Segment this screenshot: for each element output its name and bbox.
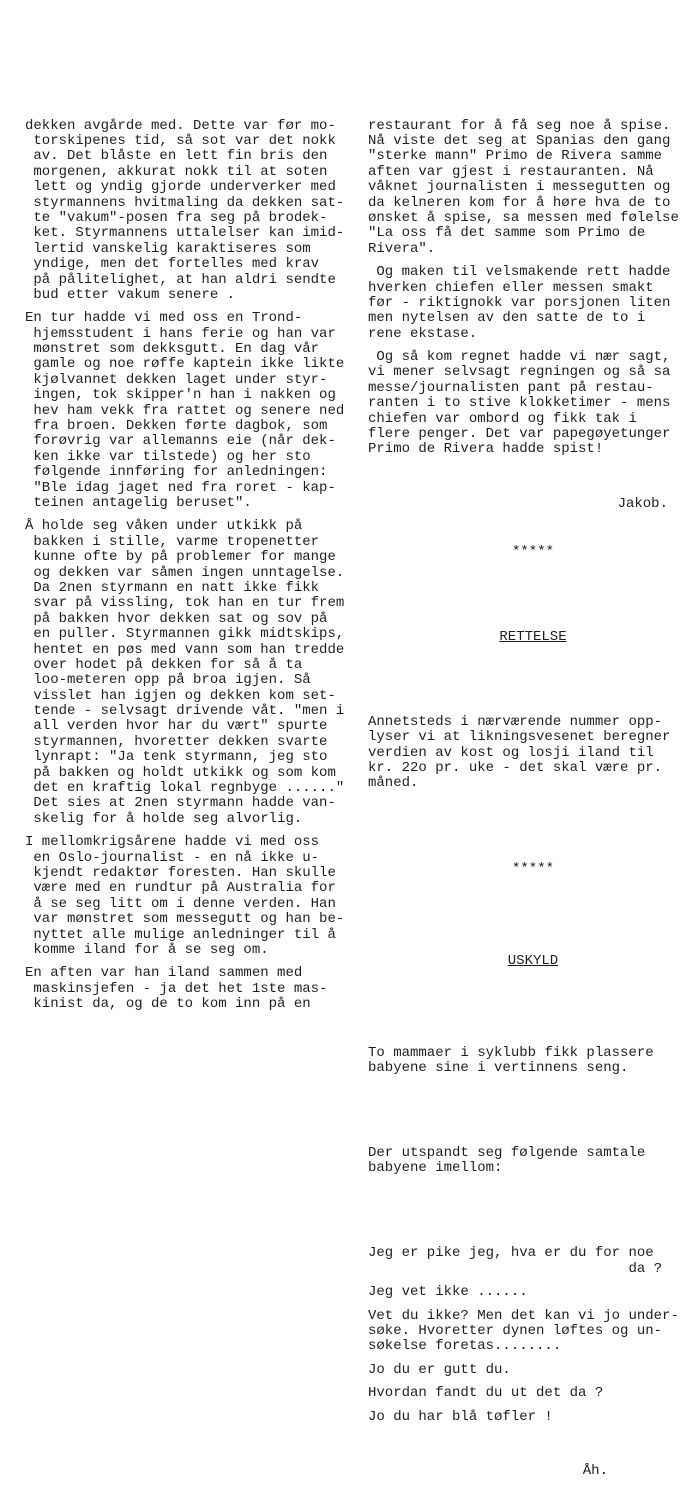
text-line: Der utspandt seg følgende samtale <box>368 1144 646 1161</box>
paragraph <box>25 966 355 1012</box>
text-line: visslet han igjen og dekken kom set- <box>25 687 336 704</box>
text-line: Og så kom regnet hadde vi nær sagt, <box>368 349 671 366</box>
rettelse-text <box>368 715 698 792</box>
text-line: av. Det blåste en lett fin bris den <box>25 148 328 165</box>
text-line: styrmannen, hvoretter dekken svarte <box>25 733 328 750</box>
text-line: da kelneren kom for å høre hva de to <box>368 194 671 211</box>
text-line: chiefen var ombord og fikk tak i <box>368 410 637 427</box>
text-line: våknet journalisten i messegutten og <box>368 179 671 196</box>
paragraph <box>25 835 355 958</box>
text-line: være med en rundtur på Australia for <box>25 880 336 897</box>
text-line: Jeg vet ikke ...... <box>368 1284 528 1301</box>
text-line: morgenen, akkurat nokk til at soten <box>25 163 328 180</box>
dialogue-line <box>368 1246 698 1277</box>
text-line: teinen antagelig beruset". <box>25 495 252 511</box>
text-line: Jeg er pike jeg, hva er du for noe <box>368 1245 654 1262</box>
text-line: var mønstret som messegutt og han be- <box>25 911 345 928</box>
text-line: styrmannens hvitmaling da dekken sat- <box>25 194 345 211</box>
text-line: en puller. Styrmannen gikk midtskips, <box>25 626 345 643</box>
dialogue-line <box>368 1386 698 1401</box>
text-line: Annetsteds i nærværende nummer opp- <box>368 713 663 730</box>
text-line: bakken i stille, varme tropenetter <box>25 533 320 550</box>
text-line: yndige, men det fortelles med krav <box>25 256 320 273</box>
text-line: på bakken hvor dekken sat og sov på <box>25 610 328 627</box>
text-line: kunne ofte by på problemer for mange <box>25 549 336 566</box>
text-line: svar på vissling, tok han en tur frem <box>25 595 345 612</box>
text-line: I mellomkrigsårene hadde vi med oss <box>25 834 320 851</box>
text-line: og dekken var såmen ingen unntagelse. <box>25 564 345 581</box>
text-line: "Ble idag jaget ned fra roret - kap- <box>25 479 336 496</box>
text-line: torskipenes tid, så sot var det nokk <box>25 133 336 150</box>
text-line: søkelse foretas........ <box>368 1338 562 1355</box>
text-line: måned. <box>368 775 419 792</box>
text-line: Jo du har blå tøfler ! <box>368 1408 553 1425</box>
paragraph <box>25 119 355 304</box>
text-line: maskinsjefen - ja det het 1ste mas- <box>25 980 328 997</box>
text-line: kinist da, og de to kom inn på en <box>25 996 311 1013</box>
text-line: på pålitelighet, at han aldri sendte <box>25 271 336 288</box>
separator-stars-2: ***** <box>511 860 554 877</box>
text-line: lett og yndig gjorde underverker med <box>25 179 336 196</box>
text-line: nyttet alle mulige anledninger til å <box>25 926 336 943</box>
text-line: ingen, tok skipper'n han i nakken og <box>25 387 336 404</box>
text-line: bud etter vakum senere . <box>25 286 236 303</box>
text-line: å se seg litt om i denne verden. Han <box>25 895 336 912</box>
text-line: lertid vanskelig karaktiseres som <box>25 240 311 257</box>
dialogue-line <box>368 1363 698 1378</box>
heading-uskyld: USKYLD <box>507 952 559 969</box>
text-line: Og maken til velsmakende rett hadde <box>368 264 671 281</box>
paragraph <box>368 119 698 258</box>
text-line: ken ikke var tilstede) og her sto <box>25 448 311 465</box>
text-line: tende - selvsagt drivende våt. "men i <box>25 703 345 720</box>
text-line: loo-meteren opp på broa igjen. Så <box>25 672 311 689</box>
signature-ah: Åh. <box>582 1462 608 1479</box>
text-line: Jo du er gutt du. <box>368 1361 511 1378</box>
text-line: te "vakum"-posen fra seg på brodek- <box>25 209 328 226</box>
text-line: Hvordan fandt du ut det da ? <box>368 1385 604 1402</box>
paragraph <box>368 350 698 458</box>
text-line: fra broen. Dekken førte dagbok, som <box>25 418 328 435</box>
text-line: kjølvannet dekken laget under styr- <box>25 371 328 388</box>
text-line: aften var gjest i restauranten. Nå <box>368 163 654 180</box>
text-line: hjemsstudent i hans ferie og han var <box>25 325 336 342</box>
left-column <box>25 0 355 1028</box>
text-line: søke. Hvoretter dynen løftes og un- <box>368 1322 663 1339</box>
text-line: ket. Styrmannens uttalelser kan imid- <box>25 225 345 242</box>
text-line: ønsket å spise, sa messen med følelse <box>368 209 679 226</box>
text-line: En aften var han iland sammen med <box>25 965 303 982</box>
text-line: To mammaer i syklubb fikk plassere <box>368 1044 654 1061</box>
text-line: messe/journalisten pant på restau- <box>368 379 654 396</box>
left-column-text <box>25 119 355 1013</box>
text-line: over hodet på dekken for så å ta <box>25 656 303 673</box>
text-line: komme iland for å se seg om. <box>25 941 269 958</box>
text-line: kr. 22o pr. uke - det skal være pr. <box>368 760 663 777</box>
text-line: kjendt redaktør foresten. Han skulle <box>25 864 336 881</box>
text-line: gamle og noe røffe kaptein ikke likte <box>25 356 345 373</box>
text-line: Å holde seg våken under utkikk på <box>25 518 303 535</box>
uskyld-intro-2 <box>368 1146 698 1177</box>
uskyld-dialogue <box>368 1246 698 1433</box>
paragraph <box>25 311 355 511</box>
text-line: mønstret som dekksgutt. En dag vår <box>25 341 320 358</box>
text-line: restaurant for å få seg noe å spise. <box>368 117 671 134</box>
text-line: lynrapt: "Ja tenk styrmann, jeg sto <box>25 749 328 766</box>
text-line: Det sies at 2nen styrmann hadde van- <box>25 795 336 812</box>
text-line: hev ham vekk fra rattet og senere ned <box>25 402 345 419</box>
paragraph <box>368 265 698 342</box>
right-column-story <box>368 119 698 466</box>
dialogue-line <box>368 1410 698 1425</box>
text-line: skelig for å holde seg alvorlig. <box>25 810 303 827</box>
text-line: da ? <box>368 1260 663 1277</box>
text-line: før - riktignokk var porsjonen liten <box>368 294 671 311</box>
text-line: på bakken og holdt utkikk og som kom <box>25 764 336 781</box>
heading-rettelse: RETTELSE <box>499 628 567 645</box>
text-line: Rivera". <box>368 240 436 257</box>
text-line: vi mener selvsagt regningen og så sa <box>368 364 671 381</box>
text-line: flere penger. Det var papegøyetunger <box>368 426 671 443</box>
text-line: en Oslo-journalist - en nå ikke u- <box>25 849 320 866</box>
text-line: "sterke mann" Primo de Rivera samme <box>368 148 663 165</box>
text-line: forøvrig var allemanns eie (når dek- <box>25 433 336 450</box>
text-line: dekken avgårde med. Dette var før mo- <box>25 117 336 134</box>
text-line: ranten i to stive klokketimer - mens <box>368 395 671 412</box>
text-line: lyser vi at likningsvesenet beregner <box>368 729 671 746</box>
separator-stars-1: ***** <box>511 543 554 560</box>
text-line: babyene sine i vertinnens seng. <box>368 1059 629 1076</box>
paragraph <box>25 519 355 827</box>
signature-jakob: Jakob. <box>617 495 668 512</box>
text-line: Primo de Rivera hadde spist! <box>368 441 604 458</box>
text-line: verdien av kost og losji iland til <box>368 744 654 761</box>
text-line: hentet en pøs med vann som han tredde <box>25 641 345 658</box>
text-line: babyene imellom: <box>368 1160 503 1177</box>
text-line: men nytelsen av den satte de to i <box>368 310 646 327</box>
text-line: Vet du ikke? Men det kan vi jo under- <box>368 1307 679 1324</box>
text-line: det en kraftig lokal regnbyge ......" <box>25 780 345 797</box>
text-line: følgende innføring for anledningen: <box>25 464 328 481</box>
text-line: hverken chiefen eller messen smakt <box>368 279 654 296</box>
dialogue-line <box>368 1309 698 1355</box>
text-line: Da 2nen styrmann en natt ikke fikk <box>25 579 320 596</box>
text-line: "La oss få det samme som Primo de <box>368 225 646 242</box>
dialogue-line <box>368 1285 698 1300</box>
text-line: En tur hadde vi med oss en Trond- <box>25 310 303 327</box>
text-line: all verden hvor har du vært" spurte <box>25 718 328 735</box>
text-line: Nå viste det seg at Spanias den gang <box>368 133 671 150</box>
right-column <box>368 0 698 1495</box>
uskyld-intro-1 <box>368 1046 698 1077</box>
text-line: rene ekstase. <box>368 325 478 342</box>
